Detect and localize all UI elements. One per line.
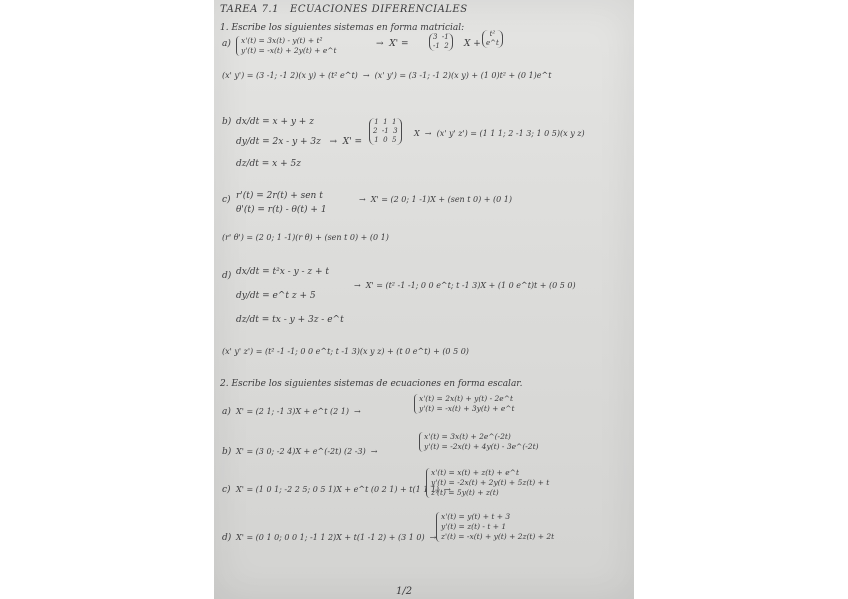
q1b-eq2: dy/dt = 2x - y + 3z → X' =	[236, 137, 363, 147]
q1c-arrow: → X' = (2 0; 1 -1)X + (sen t 0) + (0 1)	[359, 195, 512, 204]
q1c-eq1: r'(t) = 2r(t) + sen t	[236, 191, 323, 201]
q2c-matrix: X' = (1 0 1; -2 2 5; 0 5 1)X + e^t (0 2 1) + t(1 1 1) →	[236, 485, 451, 494]
q2d-matrix: X' = (0 1 0; 0 0 1; -1 1 2)X + t(1 -1 2) + (3 1 0) →	[236, 533, 437, 542]
q1d-eq2: dy/dt = e^t z + 5	[236, 291, 316, 301]
q1c-work: (r' θ') = (2 0; 1 -1)(r θ) + (sen t 0) + (0 1)	[222, 233, 389, 242]
q1a-eq1: x'(t) = 3x(t) - y(t) + t²	[241, 36, 323, 45]
q1a-system	[236, 36, 337, 56]
q2d-s2: y'(t) = z(t) - t + 1	[441, 522, 507, 531]
q2c-s3: z'(t) = 5y(t) + z(t)	[431, 488, 499, 497]
q1d-label: d)	[222, 271, 232, 281]
q2c-system	[426, 468, 549, 498]
q2b-matrix: X' = (3 0; -2 4)X + e^(-2t) (2 -3) →	[236, 447, 378, 456]
q2a-label: a)	[222, 407, 231, 417]
q2b-system	[419, 432, 539, 452]
q2a-matrix: X' = (2 1; -1 3)X + e^t (2 1) →	[236, 407, 361, 416]
q1b-work: X → (x' y' z') = (1 1 1; 2 -1 3; 1 0 5)(x y z)	[414, 129, 585, 138]
q1d-eq1: dx/dt = t²x - y - z + t	[236, 267, 330, 277]
q2b-s1: x'(t) = 3x(t) + 2e^(-2t)	[424, 432, 511, 441]
q1a-label: a)	[222, 39, 231, 49]
q1a-matrix-f: t² e^t	[482, 30, 503, 48]
q2d-label: d)	[222, 533, 232, 543]
q2a-s1: x'(t) = 2x(t) + y(t) - 2e^t	[419, 394, 514, 403]
q1d-arrow: → X' = (t² -1 -1; 0 0 e^t; t -1 3)X + (1 0 e^t)t + (0 5 0)	[354, 281, 576, 290]
q2d-s1: x'(t) = y(t) + t + 3	[441, 512, 511, 521]
q1c-label: c)	[222, 195, 231, 205]
q1a-work: (x' y') = (3 -1; -1 2)(x y) + (t² e^t) → (x' y') = (3 -1; -1 2)(x y) + (1 0)t² + (0 1)e^t	[222, 71, 552, 80]
q1d-eq3: dz/dt = tx - y + 3z - e^t	[236, 315, 344, 325]
q2d-s3: z'(t) = -x(t) + y(t) + 2z(t) + 2t	[441, 532, 555, 541]
q1a-x-plus: X +	[464, 39, 481, 49]
q1d-work: (x' y' z') = (t² -1 -1; 0 0 e^t; t -1 3)(x y z) + (t 0 e^t) + (0 5 0)	[222, 347, 469, 356]
handwritten-page	[214, 0, 634, 599]
q1-heading: 1. Escribe los siguientes sistemas en forma matricial:	[220, 23, 465, 33]
q1c-eq2: θ'(t) = r(t) - θ(t) + 1	[236, 205, 327, 215]
q2b-s2: y'(t) = -2x(t) + 4y(t) - 3e^(-2t)	[424, 442, 539, 451]
q1a-arrow: → X' =	[376, 39, 412, 49]
q2d-system	[436, 512, 554, 542]
q2-heading: 2. Escribe los siguientes sistemas de ecuaciones en forma escalar.	[220, 379, 523, 389]
page-number: 1/2	[396, 586, 413, 597]
q1a-matrix-a: 3 -1 -1 2	[429, 33, 453, 51]
q1b-label: b)	[222, 117, 232, 127]
q2a-s2: y'(t) = -x(t) + 3y(t) + e^t	[419, 404, 515, 413]
q2b-label: b)	[222, 447, 232, 457]
q2a-system	[414, 394, 515, 414]
q2c-s1: x'(t) = x(t) + z(t) + e^t	[431, 468, 519, 477]
q2c-label: c)	[222, 485, 231, 495]
q1a-eq2: y'(t) = -x(t) + 2y(t) + e^t	[241, 46, 337, 55]
q1b-eq3: dz/dt = x + 5z	[236, 159, 301, 169]
q1b-matrix: 1 1 1 2 -1 3 1 0 5	[369, 118, 402, 145]
page-title: TAREA 7.1 ECUACIONES DIFERENCIALES	[220, 4, 468, 15]
q2c-s2: y'(t) = -2x(t) + 2y(t) + 5z(t) + t	[431, 478, 550, 487]
q1b-eq1: dx/dt = x + y + z	[236, 117, 314, 127]
